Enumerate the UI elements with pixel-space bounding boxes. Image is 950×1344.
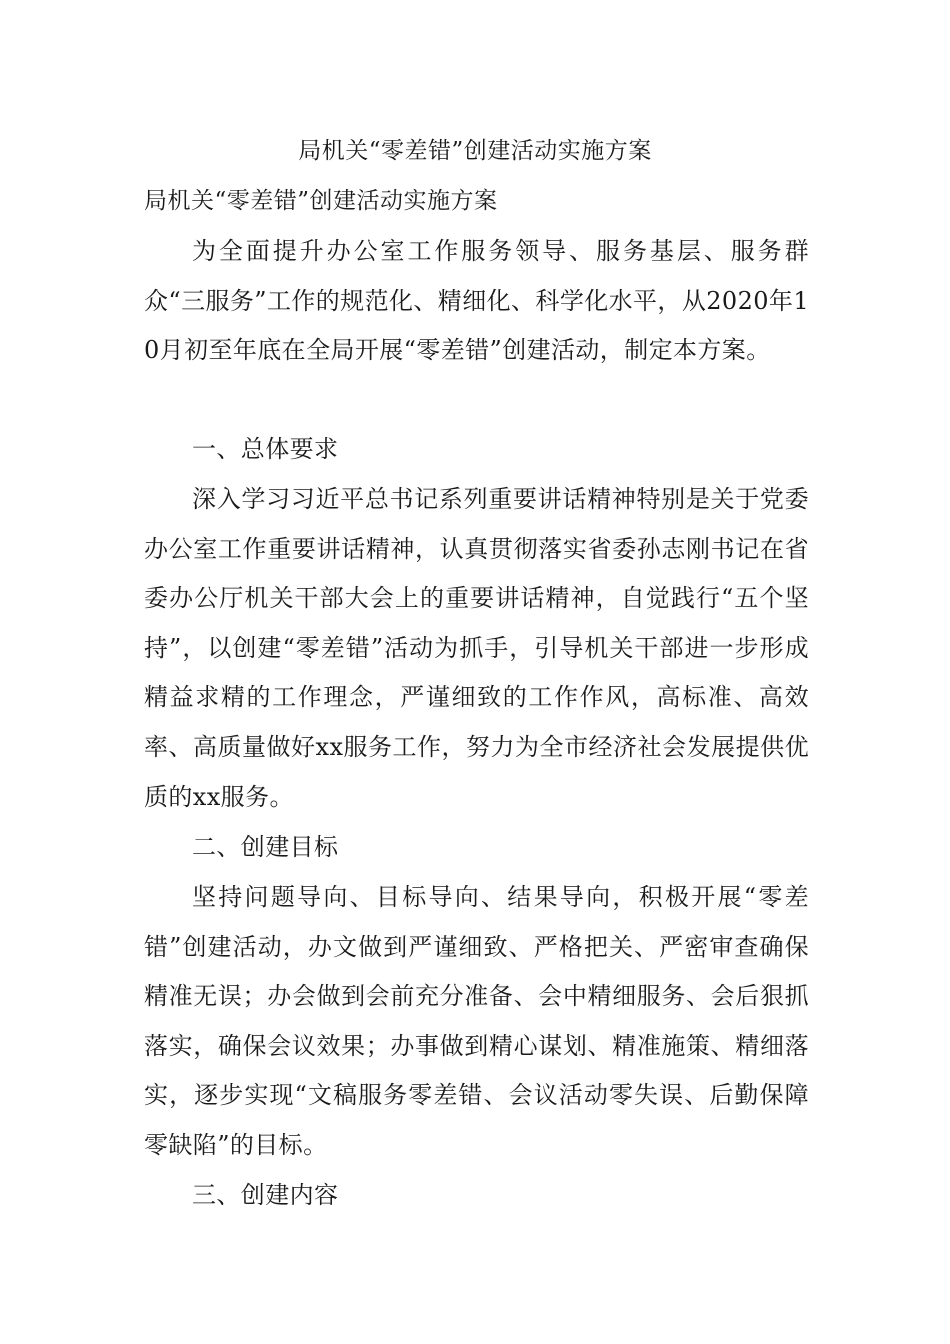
section-heading-1: 一、总体要求 [192, 435, 339, 463]
section-1-paragraph: 深入学习习近平总书记系列重要讲话精神特别是关于党委办公室工作重要讲话精神，认真贯彻落实省委孙志刚书记在省委办公厅机关干部大会上的重要讲话精神，自觉践行“五个坚持”，以创建“零差错”活动为抓手，引导机关干部进一步形成精益求精的工作理念，严谨细致的工作作风，高标准、高效率、高质量做好xx服务工作，努力为全市经济社会发展提供优质的xx服务。 [144, 485, 809, 811]
intro-paragraph: 为全面提升办公室工作服务领导、服务基层、服务群众“三服务”工作的规范化、精细化、科学化水平，从2020年10月初至年底在全局开展“零差错”创建活动，制定本方案。 [144, 237, 809, 365]
section-heading-2: 二、创建目标 [192, 833, 339, 861]
section-heading-3: 三、创建内容 [192, 1181, 339, 1209]
document-subtitle: 局机关“零差错”创建活动实施方案 [144, 188, 498, 214]
document-title: 局机关“零差错”创建活动实施方案 [298, 138, 652, 164]
section-2-paragraph: 坚持问题导向、目标导向、结果导向，积极开展“零差错”创建活动，办文做到严谨细致、严格把关、严密审查确保精准无误；办会做到会前充分准备、会中精细服务、会后狠抓落实，确保会议效果；办事做到精心谋划、精准施策、精细落实，逐步实现“文稿服务零差错、会议活动零失误、后勤保障零缺陷”的目标。 [144, 883, 809, 1159]
